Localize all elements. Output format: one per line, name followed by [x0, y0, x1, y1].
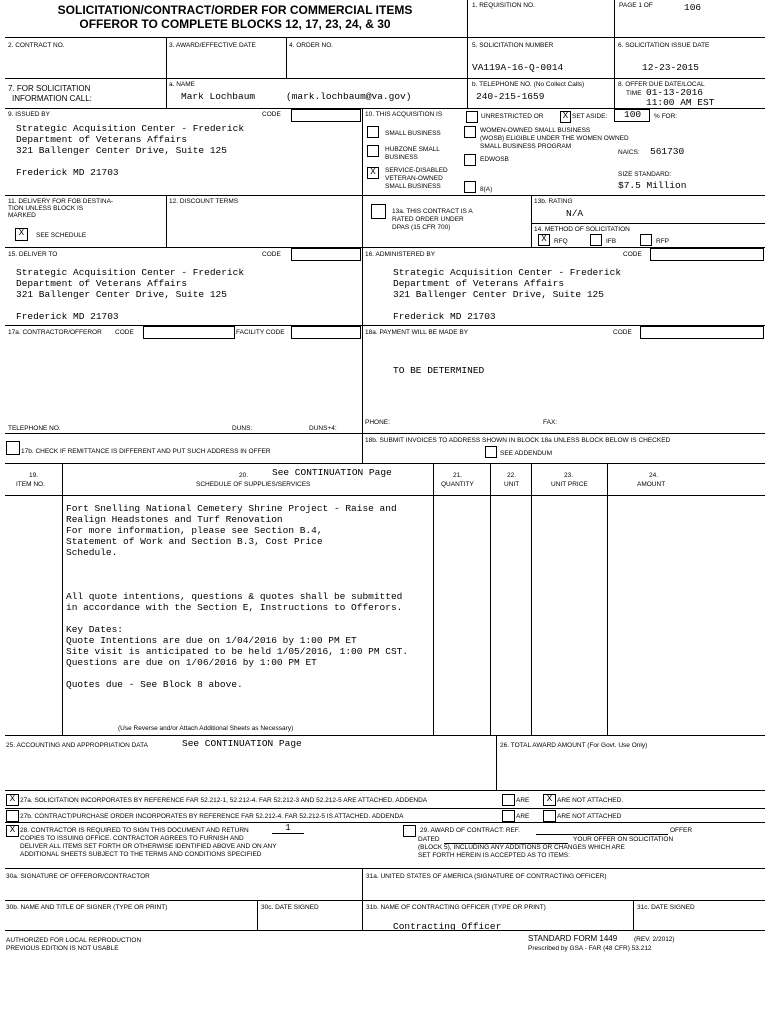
- requisition-label: 1. REQUISITION NO.: [472, 2, 535, 9]
- footer-left-2: PREVIOUS EDITION IS NOT USABLE: [6, 945, 119, 952]
- 31b-label: 31b. NAME OF CONTRACTING OFFICER (TYPE OR PRINT): [366, 904, 546, 911]
- contact-name: Mark Lochbaum: [181, 91, 256, 102]
- payment-code-box[interactable]: [640, 326, 764, 339]
- 27b-checkbox[interactable]: [6, 810, 19, 822]
- col-item-label: ITEM NO.: [16, 481, 45, 488]
- duns4-label: DUNS+4:: [309, 425, 337, 432]
- 28-checkbox[interactable]: X: [6, 825, 19, 837]
- col-unit-price-num: 23.: [564, 472, 574, 479]
- facility-code-label: FACILITY CODE: [236, 329, 285, 336]
- page-total: 106: [684, 2, 702, 13]
- payment-by-label: 18a. PAYMENT WILL BE MADE BY: [365, 329, 469, 336]
- edwosb-checkbox[interactable]: [464, 154, 476, 166]
- contractor-code-label: CODE: [115, 329, 134, 336]
- info-call-label-1: 7. FOR SOLICITATION: [8, 84, 91, 93]
- 27b-are-not-label: ARE NOT ATTACHED: [557, 813, 622, 820]
- unrestricted-checkbox[interactable]: [466, 111, 478, 123]
- form-title-line1: SOLICITATION/CONTRACT/ORDER FOR COMMERCIAL ITEMS: [57, 3, 413, 17]
- 29-ref-line[interactable]: [536, 834, 668, 835]
- rfq-checkbox[interactable]: X: [538, 234, 550, 246]
- contractor-code-box[interactable]: [143, 326, 235, 339]
- unrestricted-label: UNRESTRICTED OR: [481, 113, 544, 120]
- page-of-label: PAGE 1 OF: [619, 2, 653, 9]
- wosb-label: WOMEN-OWNED SMALL BUSINESS (WOSB) ELIGIBLE UNDER THE WOMEN OWNED SMALL BUSINESS PROGRAM: [480, 127, 629, 150]
- size-standard-label: SIZE STANDARD:: [618, 171, 672, 178]
- 8a-checkbox[interactable]: [464, 181, 476, 193]
- offer-due-date: 01-13-2016: [646, 87, 704, 98]
- 27b-label: 27b. CONTRACT/PURCHASE ORDER INCORPORATES BY REFERENCE FAR 52.212-4. FAR 52.212-5 IS ATTACHED. ADDENDA: [20, 813, 404, 820]
- 29-offer-label: OFFER: [670, 827, 693, 834]
- 28-copies[interactable]: 1: [272, 824, 304, 834]
- administered-by-code-box[interactable]: [650, 248, 764, 261]
- accounting-label: 25. ACCOUNTING AND APPROPRIATION DATA: [6, 742, 148, 749]
- 27a-are-not-checkbox[interactable]: X: [543, 794, 556, 806]
- reverse-note: (Use Reverse and/or Attach Additional Sheets as Necessary): [118, 725, 294, 732]
- hubzone-checkbox[interactable]: [367, 145, 379, 157]
- contact-email: (mark.lochbaum@va.gov): [286, 91, 412, 102]
- telephone-label: TELEPHONE NO.: [8, 425, 61, 432]
- set-aside-checkbox[interactable]: X: [560, 111, 571, 123]
- rfp-label: RFP: [656, 238, 669, 245]
- fax-label-18: FAX:: [543, 419, 558, 426]
- remittance-label: 17b. CHECK IF REMITTANCE IS DIFFERENT AND PUT SUCH ADDRESS IN OFFER: [21, 448, 271, 455]
- col-amount-num: 24.: [649, 472, 659, 479]
- delivery-fob-label: 11. DELIVERY FOR FOB DESTINA- TION UNLESS BLOCK IS MARKED: [8, 198, 114, 219]
- payment-value: TO BE DETERMINED: [393, 365, 485, 376]
- administered-by-label: 16. ADMINISTERED BY: [365, 251, 436, 258]
- wosb-checkbox[interactable]: [464, 126, 476, 138]
- set-aside-percent: 100: [624, 109, 642, 120]
- 27a-checkbox[interactable]: X: [6, 794, 19, 806]
- offer-due-label-2: TIME: [626, 90, 642, 97]
- 30a-label: 30a. SIGNATURE OF OFFEROR/CONTRACTOR: [6, 873, 150, 880]
- form-rev: (REV. 2/2012): [634, 936, 675, 943]
- 27a-are-checkbox[interactable]: [502, 794, 515, 806]
- small-business-label: SMALL BUSINESS: [385, 130, 441, 137]
- set-aside-label: SET ASIDE:: [572, 113, 608, 120]
- award-date-label: 3. AWARD/EFFECTIVE DATE: [169, 42, 256, 49]
- 8a-label: 8(A): [480, 186, 493, 193]
- 27b-are-not-checkbox[interactable]: [543, 810, 556, 822]
- contract-no-label: 2. CONTRACT NO.: [8, 42, 65, 49]
- info-call-label-2: INFORMATION CALL:: [12, 94, 92, 103]
- facility-code-box[interactable]: [291, 326, 361, 339]
- order-no-label: 4. ORDER NO.: [289, 42, 334, 49]
- issued-by-code-box[interactable]: [291, 109, 361, 122]
- method-label: 14. METHOD OF SOLICITATION: [534, 226, 630, 233]
- col-schedule-label: SCHEDULE OF SUPPLIES/SERVICES: [196, 481, 311, 488]
- dpas-checkbox[interactable]: [371, 204, 386, 219]
- issued-by-address: Strategic Acquisition Center - Frederick Department of Veterans Affairs 321 Ballenger Center Drive, Suite 125 Frederick MD 21703: [16, 123, 245, 178]
- rfq-label: RFQ: [554, 238, 568, 245]
- dpas-label: 13a. THIS CONTRACT IS A RATED ORDER UNDER DPAS (15 CFR 700): [392, 208, 473, 231]
- 27a-are-not-label: ARE NOT ATTACHED.: [557, 797, 624, 804]
- discount-terms-label: 12. DISCOUNT TERMS: [169, 198, 239, 205]
- 30b-label: 30b. NAME AND TITLE OF SIGNER (TYPE OR PRINT): [6, 904, 168, 911]
- 30c-label: 30c. DATE SIGNED: [261, 904, 319, 911]
- total-award-label: 26. TOTAL AWARD AMOUNT (For Govt. Use Only): [500, 742, 648, 749]
- 29-checkbox[interactable]: [403, 825, 416, 837]
- issued-by-label: 9. ISSUED BY: [8, 111, 50, 118]
- offer-due-label-1: 8. OFFER DUE DATE/LOCAL: [618, 81, 705, 88]
- duns-label: DUNS:: [232, 425, 253, 432]
- col-unit-num: 22.: [507, 472, 517, 479]
- contractor-label: 17a. CONTRACTOR/OFFEROR: [8, 329, 102, 336]
- see-schedule-checkbox[interactable]: X: [15, 228, 28, 241]
- solicitation-no-label: 5. SOLICITATION NUMBER: [472, 42, 554, 49]
- phone-label-18: PHONE:: [365, 419, 390, 426]
- deliver-to-label: 15. DELIVER TO: [8, 251, 58, 258]
- issued-by-code-label: CODE: [262, 111, 281, 118]
- submit-invoices-label: 18b. SUBMIT INVOICES TO ADDRESS SHOWN IN BLOCK 18a UNLESS BLOCK BELOW IS CHECKED: [365, 437, 671, 444]
- name-label: a. NAME: [169, 81, 196, 88]
- 27a-label: 27a. SOLICITATION INCORPORATES BY REFERENCE FAR 52.212-1, 52.212-4. FAR 52.212-3 AND 52.212-5 ARE ATTACHED. ADDENDA: [20, 797, 428, 804]
- col-schedule-num: 20.: [239, 472, 249, 479]
- edwosb-label: EDWOSB: [480, 156, 509, 163]
- 27b-are-checkbox[interactable]: [502, 810, 515, 822]
- issue-date-label: 6. SOLICITATION ISSUE DATE: [618, 42, 710, 49]
- offer-due-time: 11:00 AM EST: [646, 97, 715, 108]
- 31c-label: 31c. DATE SIGNED: [637, 904, 695, 911]
- rating-value: N/A: [566, 208, 584, 219]
- hubzone-label: HUBZONE SMALL BUSINESS: [385, 146, 440, 161]
- administered-by-code-label: CODE: [623, 251, 642, 258]
- sdvosb-checkbox[interactable]: X: [367, 167, 379, 179]
- small-business-checkbox[interactable]: [367, 126, 379, 138]
- phone-label: b. TELEPHONE NO. (No Collect Calls): [472, 81, 585, 88]
- schedule-description: Fort Snelling National Cemetery Shrine Project - Raise and Realign Headstones and Turf Renovation For more information, please see Section B.4, Statement of Work and Section B.3, Cost Price Schedule. All quote intentions, questions & quotes shall be submitted in accordance with the Section E, Instructions to Offerors. Key Dates: Quote Intentions are due on 1/04/2016 by 1:00 PM ET Site visit is anticipated to be held 1/05/2016, 1:00 PM CST. Questions are due on 1/06/2016 by 1:00 PM ET Quotes due - See Block 8 above.: [66, 503, 409, 690]
- deliver-to-address: Strategic Acquisition Center - Frederick Department of Veterans Affairs 321 Ballenger Center Drive, Suite 125 Frederick MD 21703: [16, 267, 245, 322]
- see-addendum-label: SEE ADDENDUM: [500, 450, 553, 457]
- col-unit-price-label: UNIT PRICE: [551, 481, 588, 488]
- prescribed-by: Prescribed by GSA - FAR (48 CFR) 53.212: [528, 945, 652, 952]
- col-item-num: 19.: [29, 472, 39, 479]
- see-schedule-label: SEE SCHEDULE: [36, 232, 87, 239]
- sdvosb-label: SERVICE-DISABLED VETERAN-OWNED SMALL BUSINESS: [385, 167, 448, 190]
- payment-code-label: CODE: [613, 329, 632, 336]
- 31a-label: 31a. UNITED STATES OF AMERICA (SIGNATURE OF CONTRACTING OFFICER): [366, 873, 607, 880]
- form-name: STANDARD FORM 1449: [528, 934, 618, 943]
- col-amount-label: AMOUNT: [637, 481, 666, 488]
- issue-date: 12-23-2015: [642, 62, 700, 73]
- acquisition-label: 10. THIS ACQUISITION IS: [365, 111, 443, 118]
- col-schedule-note: See CONTINUATION Page: [272, 467, 392, 478]
- remittance-checkbox[interactable]: [6, 441, 20, 455]
- 29-dated-label: DATED: [418, 836, 440, 843]
- col-quantity-num: 21.: [453, 472, 463, 479]
- 29-label: 29. AWARD OF CONTRACT: REF.: [420, 827, 520, 834]
- rating-label: 13b. RATING: [534, 198, 573, 205]
- 27b-are-label: ARE: [516, 813, 530, 820]
- ifb-checkbox[interactable]: [590, 234, 602, 246]
- accounting-value: See CONTINUATION Page: [182, 738, 302, 749]
- rfp-checkbox[interactable]: [640, 234, 652, 246]
- deliver-to-code-box[interactable]: [291, 248, 361, 261]
- 27a-are-label: ARE: [516, 797, 530, 804]
- administered-by-address: Strategic Acquisition Center - Frederick Department of Veterans Affairs 321 Ballenger Center Drive, Suite 125 Frederick MD 21703: [393, 267, 622, 322]
- form-title-line2: OFFEROR TO COMPLETE BLOCKS 12, 17, 23, 24, & 30: [79, 17, 391, 31]
- 29-rest-label: YOUR OFFER ON SOLICITATION (BLOCK 5), INCLUDING ANY ADDITIONS OR CHANGES WHICH ARE SET FORTH HEREIN IS ACCEPTED AS TO ITEMS:: [418, 836, 674, 859]
- col-unit-label: UNIT: [504, 481, 520, 488]
- solicitation-no: VA119A-16-Q-0014: [472, 62, 564, 73]
- naics-value: 561730: [650, 146, 685, 157]
- naics-label: NAICS:: [618, 149, 640, 156]
- 31b-value: Contracting Officer: [393, 921, 502, 932]
- 28-label: 28. CONTRACTOR IS REQUIRED TO SIGN THIS DOCUMENT AND RETURN COPIES TO ISSUING OFFICE. CONTRACTOR AGREES TO FURNISH AND DELIVER ALL ITEMS SET FORTH OR OTHERWISE IDENTIFIED ABOVE AND ON ANY ADDITIONAL SHEETS SUBJECT TO THE TERMS AND CONDITIONS SPECIFIED: [20, 827, 277, 858]
- size-standard-value: $7.5 Million: [618, 180, 687, 191]
- ifb-label: IFB: [606, 238, 617, 245]
- contact-phone: 240-215-1659: [476, 91, 545, 102]
- footer-left-1: AUTHORIZED FOR LOCAL REPRODUCTION: [6, 937, 142, 944]
- deliver-to-code-label: CODE: [262, 251, 281, 258]
- col-quantity-label: QUANTITY: [441, 481, 474, 488]
- see-addendum-checkbox[interactable]: [485, 446, 497, 458]
- percent-for-label: % FOR:: [654, 113, 678, 120]
